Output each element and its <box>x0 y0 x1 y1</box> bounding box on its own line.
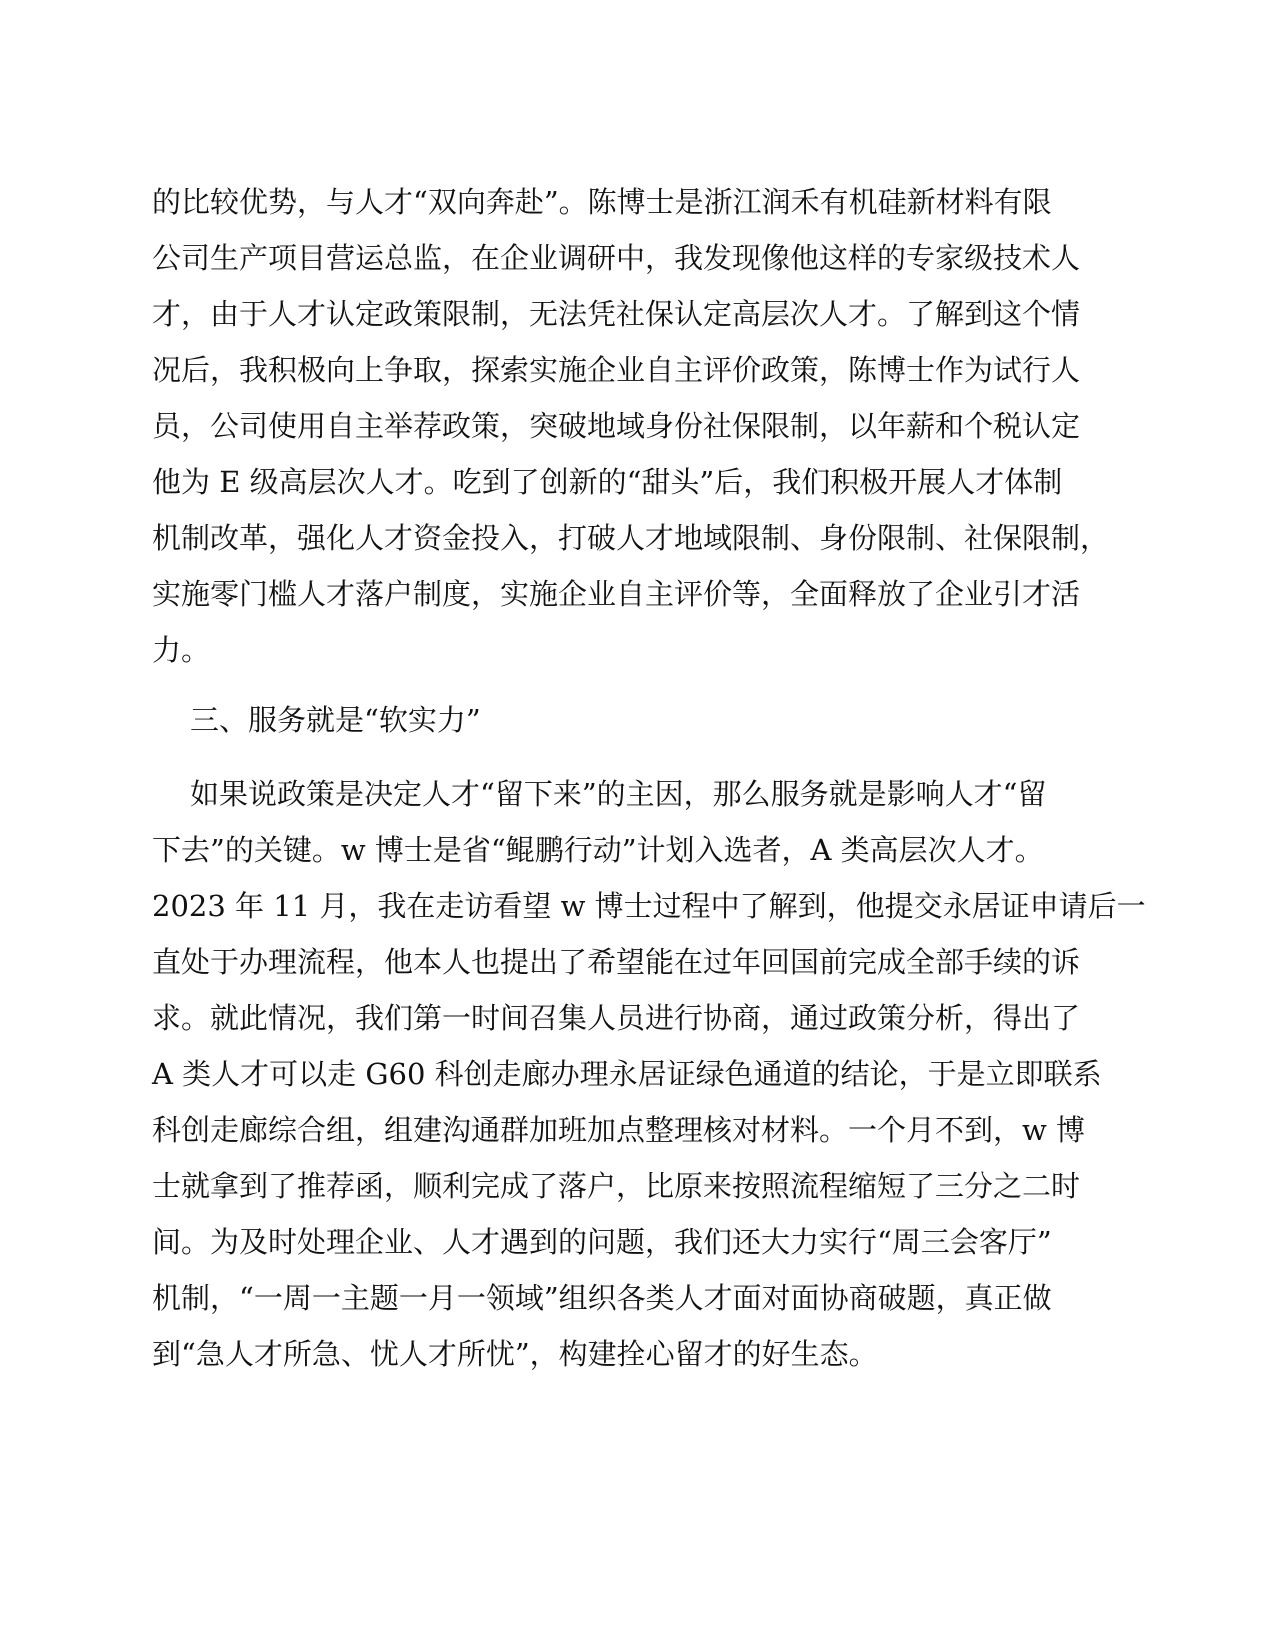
text-line: 到“急人才所急、忧人才所忧”，构建拴心留才的好生态。 <box>152 1337 878 1371</box>
text-line: 实施零门槛人才落户制度，实施企业自主评价等，全面释放了企业引才活 <box>152 577 1081 611</box>
text-line: 才，由于人才认定政策限制，无法凭社保认定高层次人才。了解到这个情 <box>152 297 1081 331</box>
text-line: 如果说政策是决定人才“留下来”的主因，那么服务就是影响人才“留 <box>190 777 1047 811</box>
text-line: 机制，“一周一主题一月一领域”组织各类人才面对面协商破题，真正做 <box>152 1281 1052 1315</box>
text-line: 士就拿到了推荐函，顺利完成了落户，比原来按照流程缩短了三分之二时 <box>152 1169 1081 1203</box>
section-heading: 三、服务就是“软实力” <box>190 703 481 737</box>
text-line: 直处于办理流程，他本人也提出了希望能在过年回国前完成全部手续的诉 <box>152 945 1081 979</box>
text-line: 公司生产项目营运总监，在企业调研中，我发现像他这样的专家级技术人 <box>152 241 1081 275</box>
text-line: 科创走廊综合组，组建沟通群加班加点整理核对材料。一个月不到，w 博 <box>152 1113 1086 1147</box>
text-line: 员，公司使用自主举荐政策，突破地域身份社保限制，以年薪和个税认定 <box>152 409 1081 443</box>
text-line: 间。为及时处理企业、人才遇到的问题，我们还大力实行“周三会客厅” <box>152 1225 1052 1259</box>
text-line: 求。就此情况，我们第一时间召集人员进行协商，通过政策分析，得出了 <box>152 1001 1081 1035</box>
text-line: 机制改革，强化人才资金投入，打破人才地域限制、身份限制、社保限制， <box>152 521 1110 555</box>
text-line: 2023 年 11 月，我在走访看望 w 博士过程中了解到，他提交永居证申请后一 <box>152 889 1146 923</box>
text-line: 力。 <box>152 633 211 667</box>
text-line: 他为 E 级高层次人才。吃到了创新的“甜头”后，我们积极开展人才体制 <box>152 465 1063 499</box>
text-line: A 类人才可以走 G60 科创走廊办理永居证绿色通道的结论，于是立即联系 <box>152 1057 1102 1091</box>
text-line: 下去”的关键。w 博士是省“鲲鹏行动”计划入选者，A 类高层次人才。 <box>152 833 1044 867</box>
text-line: 况后，我积极向上争取，探索实施企业自主评价政策，陈博士作为试行人 <box>152 353 1081 387</box>
text-line: 的比较优势，与人才“双向奔赴”。陈博士是浙江润禾有机硅新材料有限 <box>152 185 1052 219</box>
